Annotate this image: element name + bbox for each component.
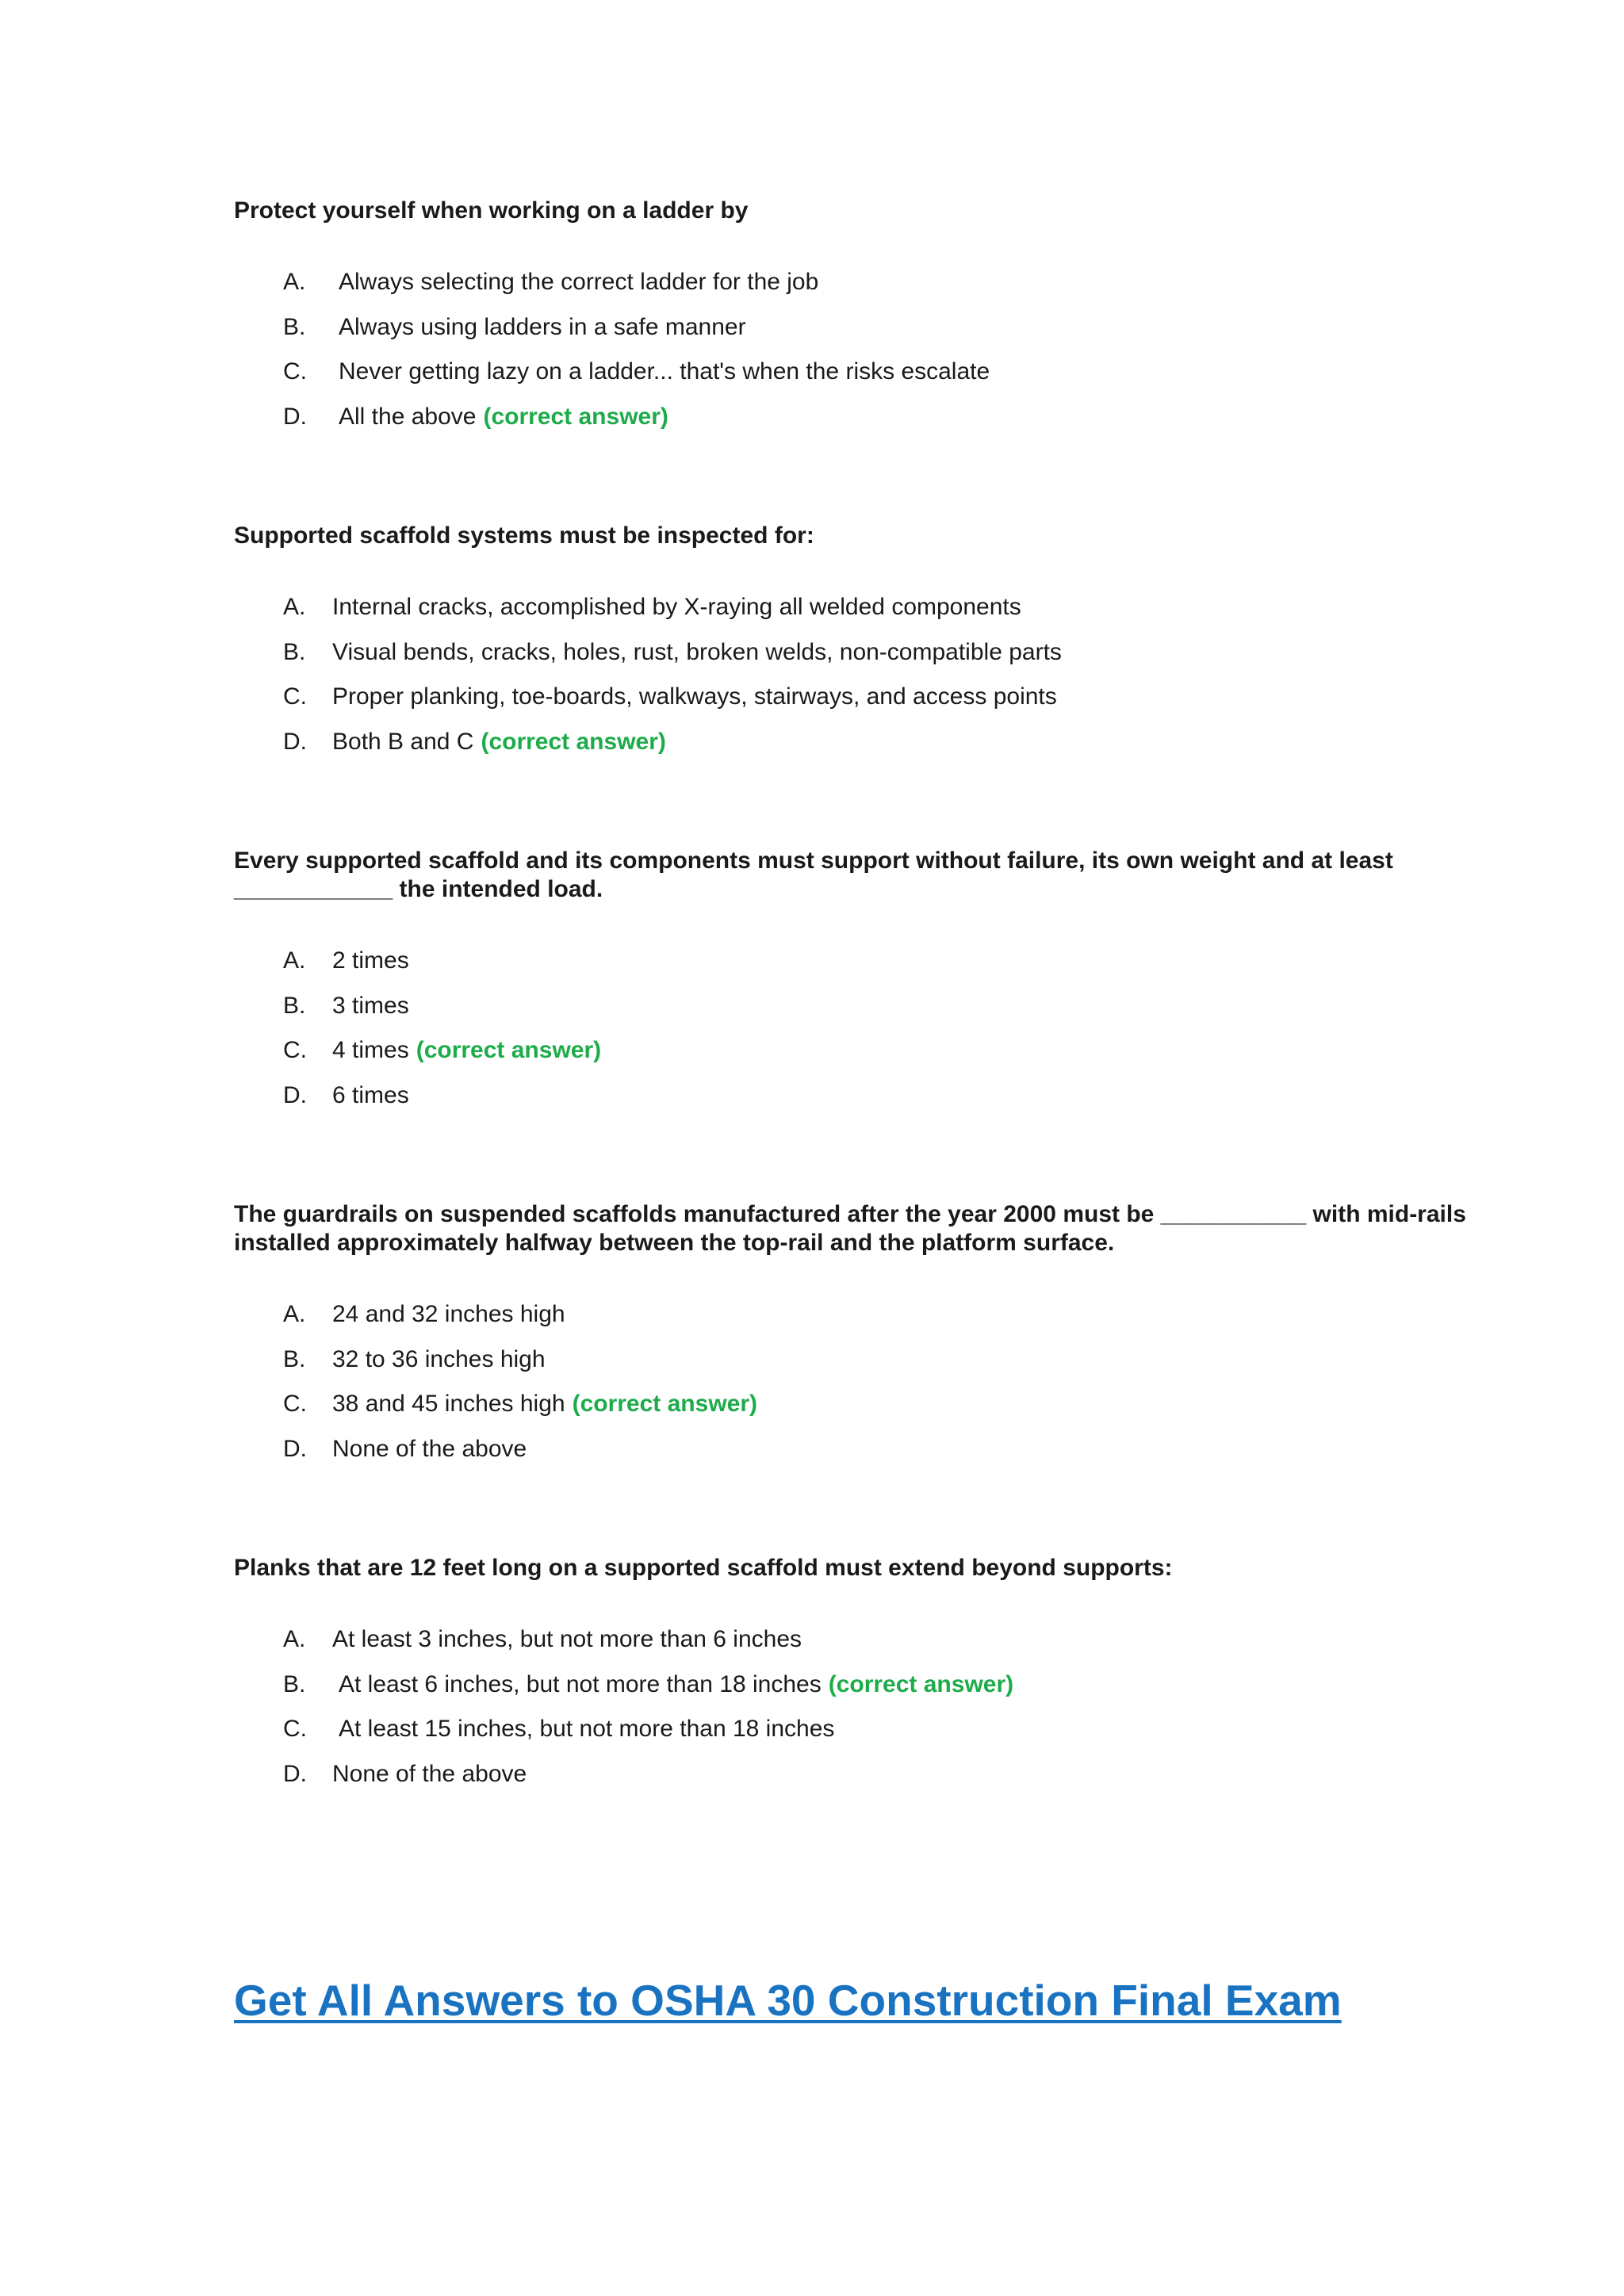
option-text: All the above [339,403,477,430]
option-text: 38 and 45 inches high [332,1391,565,1417]
option-text: 4 times [332,1037,409,1063]
option-letter: D. [283,1435,307,1462]
correct-answer-label: (correct answer) [416,1037,602,1063]
option-letter: A. [283,947,306,974]
option-text: 2 times [332,947,409,974]
question-text: Supported scaffold systems must be inspected for: [234,522,814,549]
option-letter: B. [283,313,306,340]
question-3 [234,847,1534,1126]
option-letter: C. [283,683,307,710]
option-list [283,268,1534,447]
option-b [283,638,1534,683]
option-c [283,683,1534,728]
option-a [283,1625,1534,1670]
correct-answer-label: (correct answer) [481,728,666,755]
option-letter: C. [283,1391,307,1417]
option-text: Always using ladders in a safe manner [339,313,746,340]
option-letter: B. [283,992,306,1019]
option-c [283,358,1534,403]
option-letter: B. [283,1670,306,1697]
option-letter: D. [283,403,307,430]
option-c [283,1390,1534,1435]
option-letter: A. [283,1626,306,1652]
option-c [283,1715,1534,1760]
option-text: 3 times [332,992,409,1019]
option-letter: B. [283,1345,306,1372]
option-text: At least 3 inches, but not more than 6 inches [332,1626,802,1652]
option-list [283,1625,1534,1804]
question-text: Planks that are 12 feet long on a supported scaffold must extend beyond supports: [234,1555,1173,1581]
option-text: Always selecting the correct ladder for the job [339,269,819,295]
option-text: Internal cracks, accomplished by X-raying all welded components [332,594,1021,620]
correct-answer-label: (correct answer) [828,1670,1014,1697]
option-letter: B. [283,638,306,665]
option-text: None of the above [332,1435,527,1462]
option-b [283,992,1534,1037]
question-1 [234,197,1534,447]
option-list [283,593,1534,772]
option-letter: D. [283,1760,307,1787]
option-a [283,947,1534,992]
option-c [283,1036,1534,1081]
option-text: 32 to 36 inches high [332,1345,546,1372]
option-letter: D. [283,728,307,755]
option-text: At least 6 inches, but not more than 18 inches [339,1670,822,1697]
option-text: Proper planking, toe-boards, walkways, stairways, and access points [332,683,1057,710]
option-d [283,1081,1534,1127]
option-a [283,593,1534,638]
option-letter: C. [283,1716,307,1742]
option-text: Both B and C [332,728,474,755]
option-d [283,1435,1534,1480]
option-d [283,728,1534,773]
get-all-answers-link[interactable]: Get All Answers to OSHA 30 Construction Final Exam [234,1976,1342,2025]
question-4 [234,1200,1534,1479]
question-text: Protect yourself when working on a ladder by [234,197,749,224]
option-letter: D. [283,1081,307,1108]
option-d [283,403,1534,448]
question-5 [234,1554,1534,1804]
option-text: None of the above [332,1760,527,1787]
question-text: Every supported scaffold and its components must support without failure, its own weight and at least ____________ the intended load. [234,848,1400,902]
question-text: The guardrails on suspended scaffolds manufactured after the year 2000 must be ___________ with mid-rails installed approximately halfway between the top-rail and the platform surface. [234,1201,1473,1256]
option-text: 24 and 32 inches high [332,1301,565,1327]
option-text: At least 15 inches, but not more than 18 inches [339,1716,835,1742]
option-b [283,1345,1534,1391]
question-list [234,197,1534,1879]
option-list [283,1300,1534,1479]
option-letter: A. [283,1301,306,1327]
option-a [283,1300,1534,1345]
option-b [283,1670,1534,1716]
option-d [283,1760,1534,1805]
option-text: Never getting lazy on a ladder... that's when the risks escalate [339,358,990,385]
option-letter: A. [283,594,306,620]
correct-answer-label: (correct answer) [572,1391,758,1417]
correct-answer-label: (correct answer) [483,403,668,430]
option-text: 6 times [332,1081,409,1108]
option-letter: C. [283,358,307,385]
question-2 [234,522,1534,772]
option-b [283,313,1534,358]
option-list [283,947,1534,1126]
option-text: Visual bends, cracks, holes, rust, broken welds, non-compatible parts [332,638,1062,665]
option-letter: A. [283,269,306,295]
option-letter: C. [283,1037,307,1063]
option-a [283,268,1534,313]
